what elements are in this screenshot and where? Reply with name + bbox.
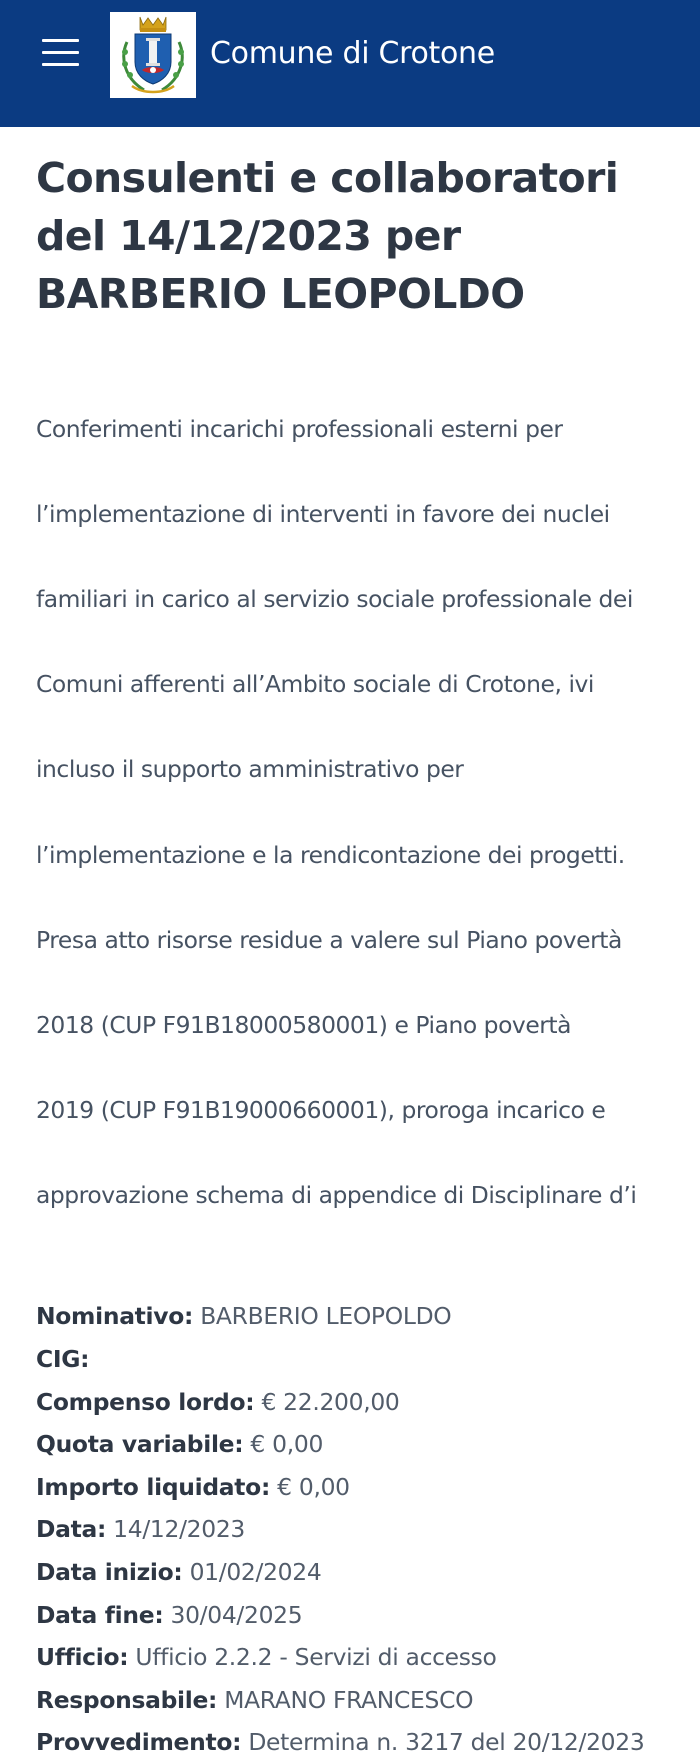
menu-bar-top <box>42 39 79 42</box>
detail-data <box>36 1508 664 1551</box>
detail-label: Data inizio: <box>36 1558 183 1587</box>
menu-bar-bottom <box>42 63 79 66</box>
detail-label: Nominativo: <box>36 1302 194 1331</box>
description <box>36 365 664 1259</box>
detail-value: 14/12/2023 <box>113 1515 245 1544</box>
detail-label: Ufficio: <box>36 1643 129 1672</box>
detail-cig <box>36 1338 664 1381</box>
detail-value: BARBERIO LEOPOLDO <box>200 1302 452 1331</box>
detail-value: 01/02/2024 <box>189 1558 322 1587</box>
detail-label: Importo liquidato: <box>36 1472 271 1501</box>
detail-data-fine <box>36 1594 664 1637</box>
detail-label: CIG: <box>36 1345 90 1374</box>
coat-of-arms-icon <box>110 12 196 98</box>
detail-provvedimento <box>36 1721 664 1764</box>
detail-value: 30/04/2025 <box>170 1600 303 1629</box>
detail-data-inizio <box>36 1551 664 1594</box>
detail-value: Determina n. 3217 del 20/12/2023 <box>248 1728 645 1757</box>
detail-label: Provvedimento: <box>36 1728 242 1757</box>
detail-quota-variabile <box>36 1423 664 1466</box>
detail-importo-liquidato <box>36 1466 664 1509</box>
description-line: l’implementazione e la rendicontazione dei progetti. <box>36 840 625 869</box>
detail-label: Data: <box>36 1515 107 1544</box>
site-name[interactable]: Comune di Crotone <box>210 36 495 71</box>
hamburger-menu-icon[interactable] <box>42 39 79 67</box>
detail-value: € 0,00 <box>250 1430 324 1459</box>
city-coat-of-arms-logo[interactable] <box>110 12 196 98</box>
detail-ufficio <box>36 1636 664 1679</box>
site-header <box>0 0 700 127</box>
description-line: familiari in carico al servizio sociale professionale dei <box>36 584 633 613</box>
detail-responsabile <box>36 1679 664 1722</box>
page-title: Consulenti e collaboratori del 14/12/2023 per BARBERIO LEOPOLDO <box>36 154 619 318</box>
description-line: Presa atto risorse residue a valere sul Piano povertà <box>36 925 622 954</box>
detail-value: € 22.200,00 <box>261 1387 400 1416</box>
detail-label: Quota variabile: <box>36 1430 244 1459</box>
description-line: Comuni afferenti all’Ambito sociale di Crotone, ivi <box>36 670 594 699</box>
detail-value: € 0,00 <box>277 1472 350 1501</box>
detail-value: Ufficio 2.2.2 - Servizi di accesso <box>135 1643 497 1672</box>
menu-bar-middle <box>42 51 79 54</box>
description-line: 2018 (CUP F91B18000580001) e Piano povertà <box>36 1010 572 1039</box>
description-line: l’implementazione di interventi in favore dei nuclei <box>36 499 610 528</box>
detail-label: Data fine: <box>36 1600 164 1629</box>
description-line: incluso il supporto amministrativo per <box>36 755 464 784</box>
details-list <box>36 1295 664 1764</box>
detail-value: MARANO FRANCESCO <box>224 1685 474 1714</box>
detail-label: Compenso lordo: <box>36 1387 255 1416</box>
description-line: Conferimenti incarichi professionali esterni per <box>36 414 563 443</box>
description-line: approvazione schema di appendice di Disciplinare d’i <box>36 1181 637 1210</box>
detail-nominativo <box>36 1295 664 1338</box>
description-line: 2019 (CUP F91B19000660001), proroga incarico e <box>36 1096 606 1125</box>
detail-label: Responsabile: <box>36 1685 218 1714</box>
main-content <box>0 127 700 1764</box>
detail-compenso-lordo <box>36 1381 664 1424</box>
